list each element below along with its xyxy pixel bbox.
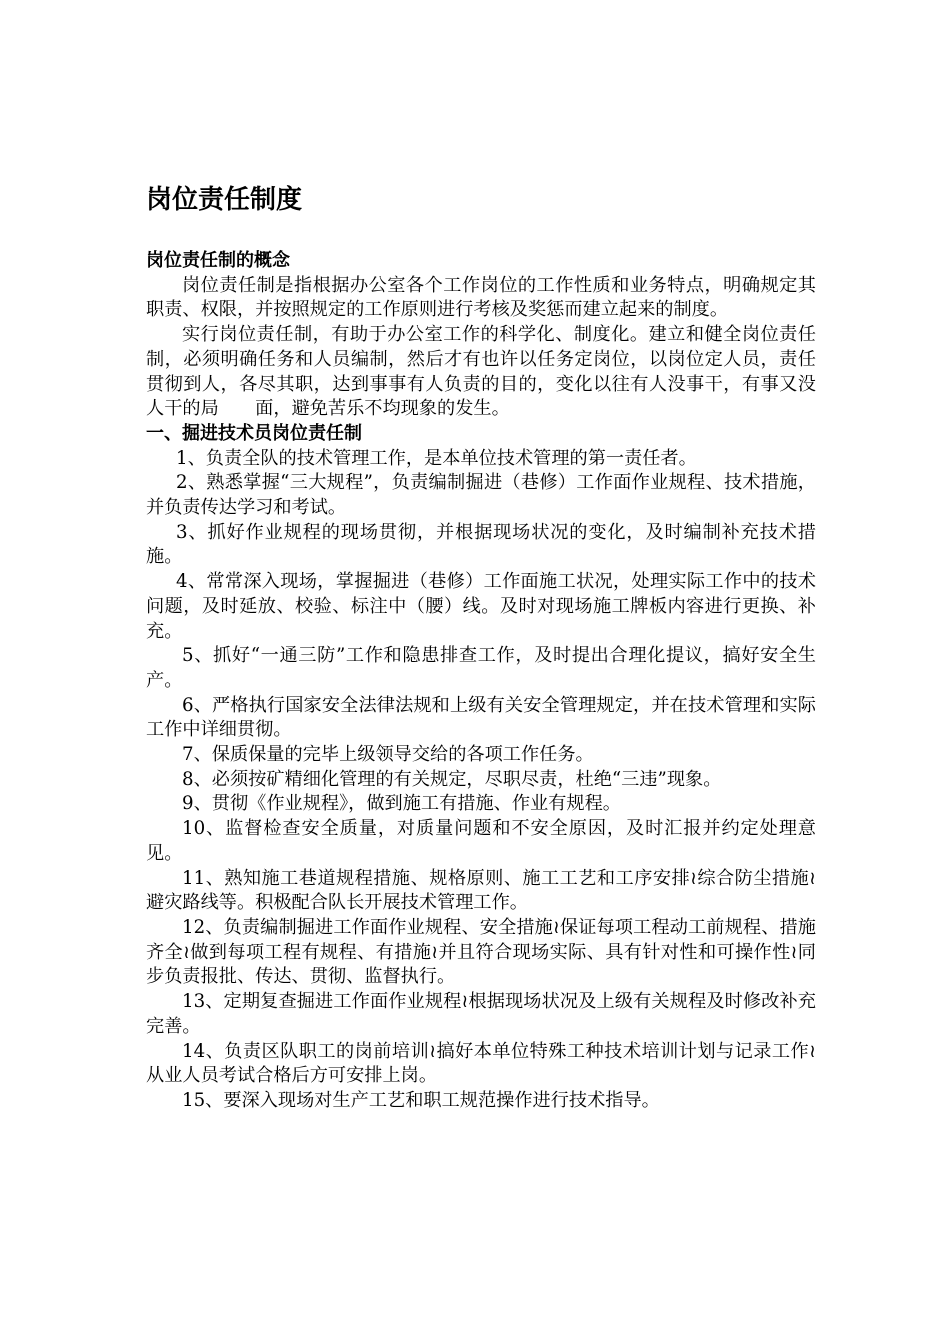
list-item: 9、贯彻《作业规程》，做到施工有措施、作业有规程。 [182, 793, 621, 815]
list-item: 15、要深入现场对生产工艺和职工规范操作进行技术指导。 [182, 1089, 660, 1111]
paragraph: 岗位责任制是指根据办公室各个工作岗位的工作性质和业务特点，明确规定其职责、权限，并按照规定的工作原则进行考核及奖惩而建立起来的制度。 [146, 274, 816, 321]
section-heading-concept: 岗位责任制的概念 [146, 250, 290, 271]
section-heading-tech-role: 一、掘进技术员岗位责任制 [146, 422, 362, 444]
list-item: 5、抓好“一通三防”工作和隐患排查工作，及时提出合理化提议，搞好安全生产。 [146, 645, 816, 691]
list-item: 1、负责全队的技术管理工作，是本单位技术管理的第一责任者。 [176, 447, 697, 469]
list-item: 10、监督检查安全质量，对质量问题和不安全原因，及时汇报并约定处理意见。 [146, 818, 816, 864]
list-item: 3、抓好作业规程的现场贯彻，并根据现场状况的变化，及时编制补充技术措施。 [146, 521, 816, 568]
list-item: 8、必须按矿精细化管理的有关规定，尽职尽责，杜绝“三违”现象。 [182, 768, 722, 790]
list-item: 14、负责区队职工的岗前培训≀搞好本单位特殊工种技术培训计划与记录工作≀从业人员考试合格后方可安排上岗。 [146, 1040, 816, 1087]
list-item: 12、负责编制掘进工作面作业规程、安全措施≀保证每项工程动工前规程、措施齐全≀做到每项工程有规程、有措施≀并且符合现场实际、具有针对性和可操作性≀同步负责报批、传达、贯彻、监督执行。 [146, 916, 816, 988]
list-item: 4、常常深入现场，掌握掘进（巷修）工作面施工状况，处理实际工作中的技术问题，及时延放、校验、标注中（腰）线。及时对现场施工牌板内容进行更换、补充。 [146, 571, 816, 642]
list-item: 6、严格执行国家安全法律法规和上级有关安全管理规定，并在技术管理和实际工作中详细贯彻。 [146, 694, 816, 741]
list-item: 2、熟悉掌握“三大规程”，负责编制掘进（巷修）工作面作业规程、技术措施，并负责传达学习和考试。 [146, 472, 816, 519]
document-title: 岗位责任制度 [146, 185, 303, 215]
list-item: 11、熟知施工巷道规程措施、规格原则、施工工艺和工序安排≀综合防尘措施≀避灾路线等。积极配合队长开展技术管理工作。 [146, 867, 816, 914]
paragraph: 实行岗位责任制，有助于办公室工作的科学化、制度化。建立和健全岗位责任制，必须明确任务和人员编制，然后才有也许以任务定岗位，以岗位定人员，责任贯彻到人，各尽其职，达到事事有人负责的目的，变化以往有人没事干，有事又没人干的局 面，避免苦乐不均现象的发生。 [146, 324, 816, 420]
list-item: 13、定期复查掘进工作面作业规程≀根据现场状况及上级有关规程及时修改补充完善。 [146, 991, 816, 1037]
document-body [146, 249, 816, 1114]
list-item: 7、保质保量的完毕上级领导交给的各项工作任务。 [182, 744, 594, 766]
